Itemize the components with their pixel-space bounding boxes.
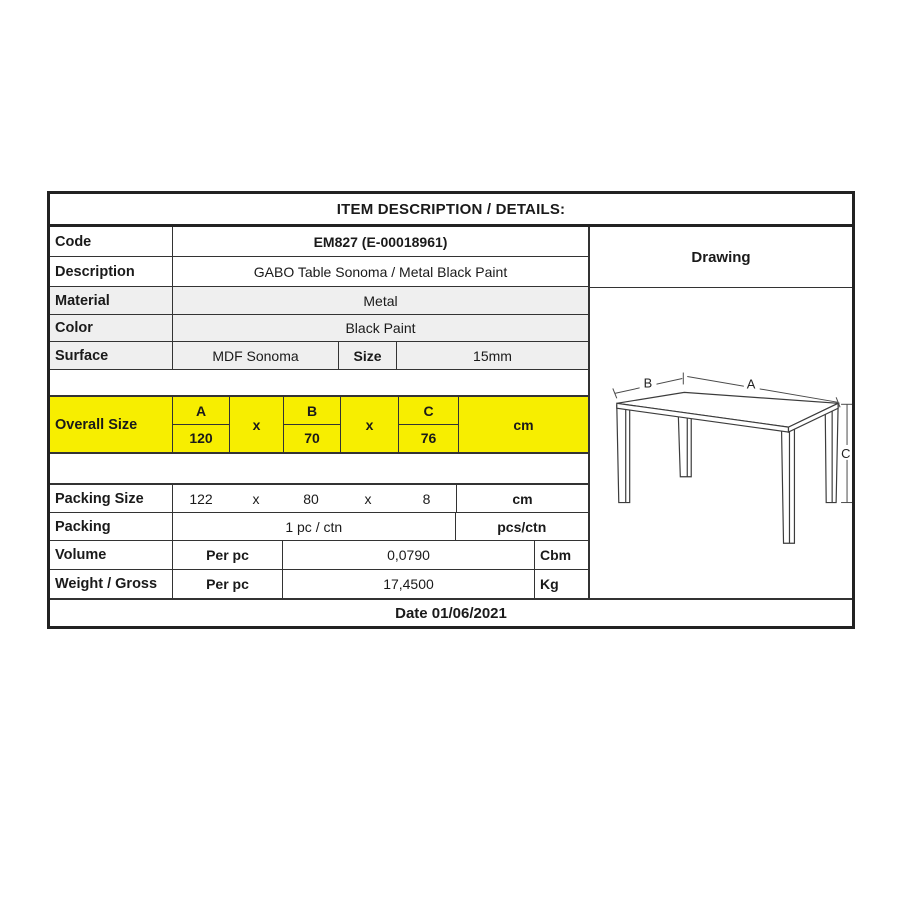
color-label: Color <box>50 315 173 341</box>
drawing-column <box>588 227 852 598</box>
weight-basis: Per pc <box>173 570 283 598</box>
row-material <box>50 287 588 315</box>
surface-size-label: Size <box>339 342 397 369</box>
dim-c-cell <box>399 397 459 452</box>
dim-label-c: C <box>841 445 851 461</box>
dim-a-name: A <box>173 397 229 425</box>
dim-b-name: B <box>284 397 340 425</box>
overall-size-label: Overall Size <box>50 397 173 452</box>
dim-b-value: 70 <box>304 430 320 446</box>
packing-size-sep-2: x <box>364 490 372 507</box>
dim-separator-2: x <box>341 397 399 452</box>
dim-b-cell <box>284 397 341 452</box>
spec-table <box>50 227 588 598</box>
surface-label: Surface <box>50 342 173 369</box>
color-value: Black Paint <box>345 320 416 336</box>
drawing-header: Drawing <box>590 227 852 288</box>
packing-size-sep-1: x <box>252 490 260 507</box>
dim-a-cell <box>173 397 230 452</box>
spec-sheet <box>47 191 855 629</box>
volume-basis: Per pc <box>173 541 283 569</box>
row-packing-size <box>50 485 588 513</box>
weight-value: 17,4500 <box>283 570 535 598</box>
row-surface <box>50 342 588 370</box>
surface-value: MDF Sonoma <box>173 342 339 369</box>
table-leg-front <box>782 427 795 543</box>
drawing-area <box>590 288 852 598</box>
row-overall-size <box>50 397 588 454</box>
material-label: Material <box>50 287 173 314</box>
weight-label: Weight / Gross <box>50 570 173 598</box>
volume-value: 0,0790 <box>283 541 535 569</box>
row-code <box>50 227 588 257</box>
surface-size-value: 15mm <box>473 347 512 364</box>
packing-size-label: Packing Size <box>50 485 173 512</box>
description-label: Description <box>50 257 173 286</box>
dim-a-value: 120 <box>189 430 213 446</box>
dim-c-value: 76 <box>420 430 437 446</box>
volume-unit: Cbm <box>540 547 572 563</box>
code-label: Code <box>50 227 173 256</box>
spacer-row-2 <box>50 454 588 485</box>
packing-label: Packing <box>50 513 173 540</box>
table-leg-back-left <box>617 405 630 502</box>
row-color <box>50 315 588 342</box>
weight-unit: Kg <box>540 576 559 592</box>
volume-label: Volume <box>50 541 173 569</box>
sheet-title: ITEM DESCRIPTION / DETAILS: <box>50 194 852 227</box>
dim-c-name: C <box>399 397 458 425</box>
dim-label-b: B <box>643 375 653 391</box>
packing-size-length: 122 <box>189 490 213 507</box>
date-row: Date 01/06/2021 <box>50 598 852 626</box>
sheet-body <box>50 227 852 598</box>
packing-unit: pcs/ctn <box>455 513 589 540</box>
packing-value: 1 pc / ctn <box>285 518 343 535</box>
row-description <box>50 257 588 287</box>
packing-size-height: 8 <box>422 490 431 507</box>
dim-label-a: A <box>746 376 756 392</box>
packing-size-width: 80 <box>303 490 319 507</box>
table-leg-back-middle <box>678 415 691 477</box>
material-value: Metal <box>363 292 398 309</box>
row-packing <box>50 513 588 541</box>
spacer-row-1 <box>50 370 588 397</box>
table-sketch <box>590 288 852 598</box>
packing-size-unit: cm <box>456 485 588 512</box>
overall-size-unit: cm <box>513 416 534 433</box>
description-value: GABO Table Sonoma / Metal Black Paint <box>253 263 508 280</box>
row-volume <box>50 541 588 570</box>
dim-separator-1: x <box>230 397 284 452</box>
row-weight <box>50 570 588 598</box>
code-value: EM827 (E-00018961) <box>313 233 448 250</box>
